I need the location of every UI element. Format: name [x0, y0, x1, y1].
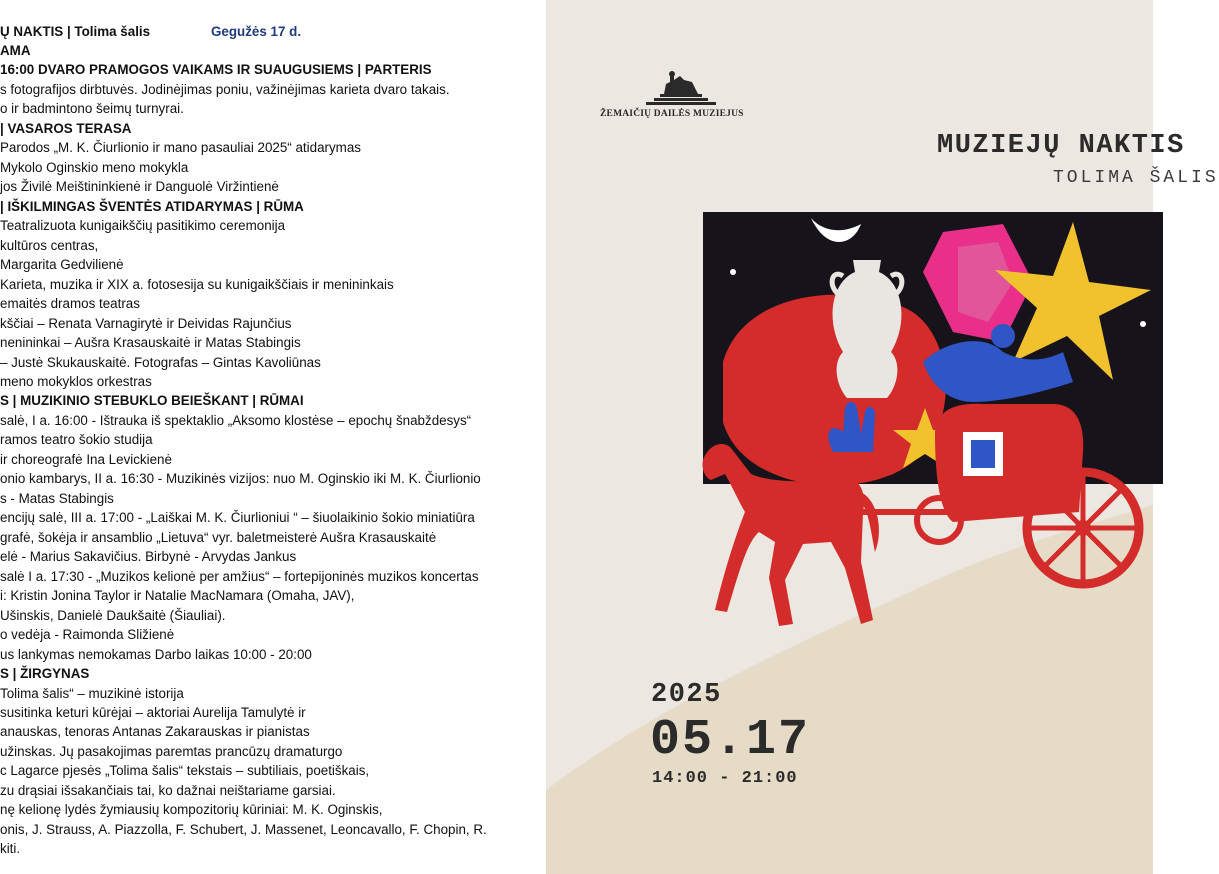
program-line: Margarita Gedvilienė: [0, 257, 124, 273]
program-line: salė, I a. 16:00 - Ištrauka iš spektaklio „Aksomo klostėse – epochų šnabždesys“: [0, 412, 472, 428]
program-line: ramos teatro šokio studija: [0, 432, 153, 448]
program-header-title: Ų NAKTIS | Tolima šalis: [0, 24, 151, 39]
program-line: 16:00 DVARO PRAMOGOS VAIKAMS IR SUAUGUSIEMS | PARTERIS: [0, 62, 432, 78]
program-line: – Justė Skukauskaitė. Fotografas – Gintas Kavoliūnas: [0, 354, 321, 370]
program-line: | IŠKILMINGAS ŠVENTĖS ATIDARYMAS | RŪMA: [0, 198, 304, 214]
program-line: encijų salė, III a. 17:00 - „Laiškai M. K. Čiurlioniui “ – šiuolaikinio šokio miniatiūra: [0, 510, 475, 526]
program-line: anauskas, tenoras Antanas Zakarauskas ir pianistas: [0, 724, 310, 740]
program-line: meno mokyklos orkestras: [0, 373, 152, 389]
event-hours: 14:00 - 21:00: [652, 769, 798, 788]
program-line: susitinka keturi kūrėjai – aktoriai Aurelija Tamulytė ir: [0, 704, 306, 720]
museum-logo-text: ŽEMAIČIŲ DAILĖS MUZIEJUS: [600, 109, 744, 119]
program-line: o vedėja - Raimonda Sližienė: [0, 627, 175, 643]
program-line: onis, J. Strauss, A. Piazzolla, F. Schubert, J. Massenet, Leoncavallo, F. Chopin, R.: [0, 821, 487, 837]
program-line: Tolima šalis“ – muzikinė istorija: [0, 685, 184, 701]
program-line: elė - Marius Sakavičius. Birbynė - Arvydas Jankus: [0, 549, 297, 565]
program-line: nę kelionę lydės žymiausių kompozitorių kūriniai: M. K. Oginskis,: [0, 802, 383, 818]
carriage-wheel-icon: [1027, 472, 1139, 584]
program-line: c Lagarce pjesės „Tolima šalis“ tekstais – subtiliais, poetiškais,: [0, 763, 370, 779]
program-line: ir choreografė Ina Levickienė: [0, 451, 172, 467]
program-page: [0, 0, 546, 874]
program-line: nenininkai – Aušra Krasauskaitė ir Matas Stabingis: [0, 335, 301, 351]
program-line: Mykolo Oginskio meno mokykla: [0, 159, 189, 175]
program-line: | VASAROS TERASA: [0, 120, 132, 136]
program-line: s fotografijos dirbtuvės. Jodinėjimas poniu, važinėjimas karieta dvaro takais.: [0, 81, 450, 97]
cover-subtitle: TOLIMA ŠALIS: [1053, 168, 1219, 188]
cover-title: MUZIEJŲ NAKTIS: [937, 131, 1185, 161]
program-line: kščiai – Renata Varnagirytė ir Deividas Rajunčius: [0, 315, 292, 331]
program-line: užinskas. Jų pasakojimas paremtas prancūzų dramaturgo: [0, 743, 343, 759]
cover-page: [546, 0, 1219, 874]
horse-carriage-illustration: [703, 212, 1163, 652]
program-line: s - Matas Stabingis: [0, 490, 114, 506]
program-line: kultūros centras,: [0, 237, 99, 253]
program-line: onio kambarys, II a. 16:30 - Muzikinės vizijos: nuo M. Oginskio iki M. K. Čiurlionio: [0, 471, 481, 487]
program-line: salė I a. 17:30 - „Muzikos kelionė per amžius“ – fortepijoninės muzikos koncertas: [0, 568, 479, 584]
program-line: Ušinskis, Danielė Daukšaitė (Šiauliai).: [0, 607, 226, 623]
event-date: 05.17: [650, 712, 811, 769]
program-line: o ir badmintono šeimų turnyrai.: [0, 101, 184, 117]
program-line: S | ŽIRGYNAS: [0, 666, 90, 682]
program-line: S | MUZIKINIO STEBUKLO BEIEŠKANT | RŪMAI: [0, 393, 304, 409]
event-year: 2025: [651, 680, 722, 710]
museum-logo-icon: [636, 66, 726, 108]
program-line: Karieta, muzika ir XIX a. fotosesija su kunigaikščiais ir menininkais: [0, 276, 394, 292]
program-line: kiti.: [0, 841, 21, 857]
program-line: us lankymas nemokamas Darbo laikas 10:00 - 20:00: [0, 646, 312, 662]
program-line: grafė, šokėja ir ansamblio „Lietuva“ vyr. baletmeisterė Aušra Krasauskaitė: [0, 529, 437, 545]
program-header-date: Gegužės 17 d.: [211, 24, 302, 39]
program-line: emaitės dramos teatras: [0, 296, 140, 312]
program-line: Parodos „M. K. Čiurlionio ir mano pasauliai 2025“ atidarymas: [0, 140, 361, 156]
program-line: i: Kristin Jonina Taylor ir Natalie MacNamara (Omaha, JAV),: [0, 588, 355, 604]
program-line: Teatralizuota kunigaikščių pasitikimo ceremonija: [0, 218, 286, 234]
program-line: AMA: [0, 43, 31, 58]
program-line: zu drąsiai išsakančiais tai, ko dažnai neištariame garsiai.: [0, 782, 336, 798]
program-line: jos Živilė Meištininkienė ir Danguolė Viržintienė: [0, 179, 279, 195]
